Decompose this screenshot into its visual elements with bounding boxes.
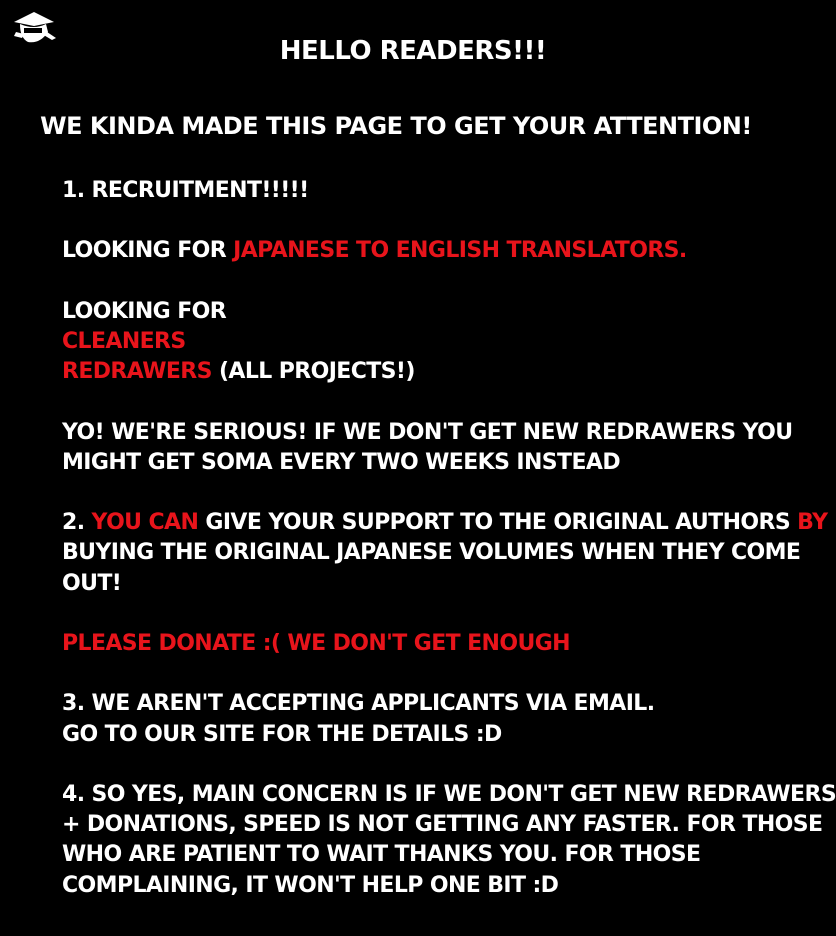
concern-line-2: + DONATIONS, SPEED IS NOT GETTING ANY FASTER. FOR THOSE: [62, 812, 823, 838]
roles-intro: LOOKING FOR: [62, 298, 227, 324]
serious-line-2: MIGHT GET SOMA EVERY TWO WEEKS INSTEAD: [62, 449, 620, 475]
recruitment-heading: 1. RECRUITMENT!!!!!: [62, 178, 309, 203]
concern-line-3: WHO ARE PATIENT TO WAIT THANKS YOU. FOR THOSE: [62, 842, 701, 868]
concern-line-1: 4. SO YES, MAIN CONCERN IS IF WE DON'T GET NEW REDRAWERS: [62, 781, 836, 807]
applicants-line-2: GO TO OUR SITE FOR THE DETAILS :D: [62, 721, 502, 747]
applicants-line-1: 3. WE AREN'T ACCEPTING APPLICANTS VIA EMAIL.: [62, 691, 655, 717]
donate-line: PLEASE DONATE :( WE DON'T GET ENOUGH: [62, 630, 570, 656]
role-cleaners: CLEANERS: [62, 328, 186, 354]
translators-line: LOOKING FOR JAPANESE TO ENGLISH TRANSLATORS.: [62, 238, 687, 264]
by-highlight: BY: [797, 510, 828, 536]
page-title: HELLO READERS!!!: [279, 36, 547, 66]
page-subtitle: WE KINDA MADE THIS PAGE TO GET YOUR ATTENTION!: [40, 112, 752, 140]
serious-line-1: YO! WE'RE SERIOUS! IF WE DON'T GET NEW REDRAWERS YOU: [62, 419, 793, 445]
role-redrawers-line: REDRAWERS (ALL PROJECTS!): [62, 359, 415, 385]
support-line-1: 2. YOU CAN GIVE YOUR SUPPORT TO THE ORIGINAL AUTHORS BY: [62, 510, 828, 536]
translators-role: JAPANESE TO ENGLISH TRANSLATORS.: [233, 238, 687, 264]
announcement-body: [62, 176, 836, 901]
role-redrawers: REDRAWERS: [62, 359, 212, 385]
support-line-2: BUYING THE ORIGINAL JAPANESE VOLUMES WHEN THEY COME: [62, 540, 801, 566]
you-can-highlight: YOU CAN: [91, 510, 199, 536]
support-line-3: OUT!: [62, 570, 122, 596]
concern-line-4: COMPLAINING, IT WON'T HELP ONE BIT :D: [62, 872, 559, 898]
